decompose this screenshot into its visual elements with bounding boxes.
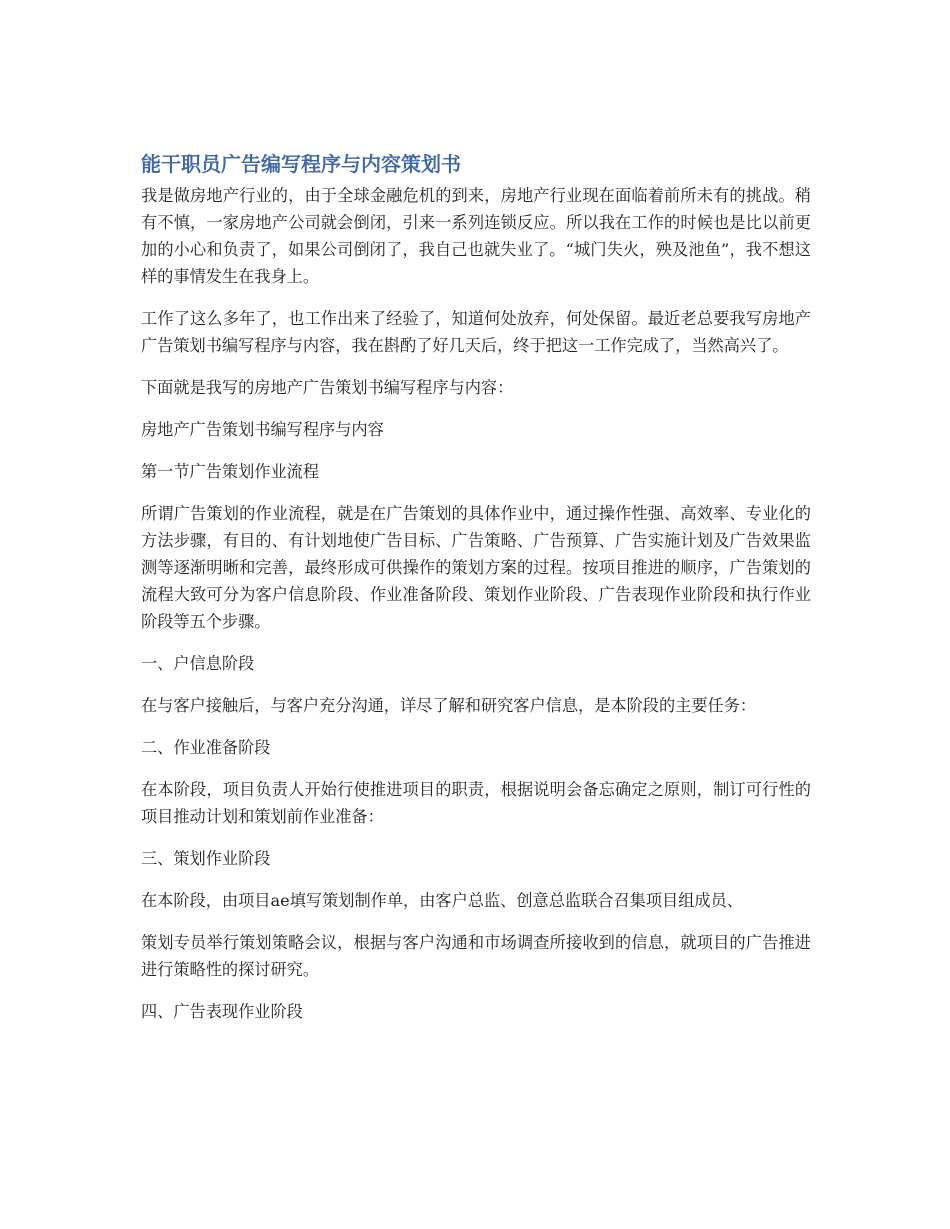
step-heading-2: 二、作业准备阶段 (141, 738, 271, 757)
document-body (141, 150, 811, 1039)
paragraph-lead-in: 下面就是我写的房地产广告策划书编写程序与内容： (141, 378, 514, 397)
step-heading-4: 四、广告表现作业阶段 (141, 1002, 303, 1021)
step-description-1: 在与客户接触后，与客户充分沟通，详尽了解和研究客户信息，是本阶段的主要任务： (141, 696, 757, 715)
paragraph-subject: 房地产广告策划书编写程序与内容 (141, 420, 384, 439)
paragraph-process-definition: 所谓广告策划的作业流程，就是在广告策划的具体作业中，通过操作性强、高效率、专业化的方法步骤，有目的、有计划地使广告目标、广告策略、广告预算、广告实施计划及广告效果监测等逐渐明晰和完善，最终形成可供操作的策划方案的过程。按项目推进的顺序，广告策划的流程大致可分为客户信息阶段、作业准备阶段、策划作业阶段、广告表现作业阶段和执行作业阶段等五个步骤。 (141, 504, 811, 631)
step-description-3b: 策划专员举行策划策略会议，根据与客户沟通和市场调查所接收到的信息，就项目的广告推进进行策略性的探讨研究。 (141, 933, 811, 979)
document-title: 能干职员广告编写程序与内容策划书 (141, 152, 461, 176)
step-description-3a: 在本阶段，由项目ae填写策划制作单，由客户总监、创意总监联合召集项目组成员、 (141, 891, 743, 910)
section-heading-1: 第一节广告策划作业流程 (141, 462, 320, 481)
paragraph-experience: 工作了这么多年了，也工作出来了经验了，知道何处放弃，何处保留。最近老总要我写房地产广告策划书编写程序与内容，我在斟酌了好几天后，终于把这一工作完成了，当然高兴了。 (141, 309, 811, 355)
paragraph-intro: 我是做房地产行业的，由于全球金融危机的到来，房地产行业现在面临着前所未有的挑战。稍有不慎，一家房地产公司就会倒闭，引来一系列连锁反应。所以我在工作的时候也是比以前更加的小心和负责了，如果公司倒闭了，我自己也就失业了。“城门失火，殃及池鱼”，我不想这样的事情发生在我身上。 (141, 186, 811, 286)
step-heading-1: 一、户信息阶段 (141, 654, 255, 673)
step-heading-3: 三、策划作业阶段 (141, 849, 271, 868)
step-description-2: 在本阶段，项目负责人开始行使推进项目的职责，根据说明会备忘确定之原则，制订可行性的项目推动计划和策划前作业准备： (141, 780, 811, 826)
